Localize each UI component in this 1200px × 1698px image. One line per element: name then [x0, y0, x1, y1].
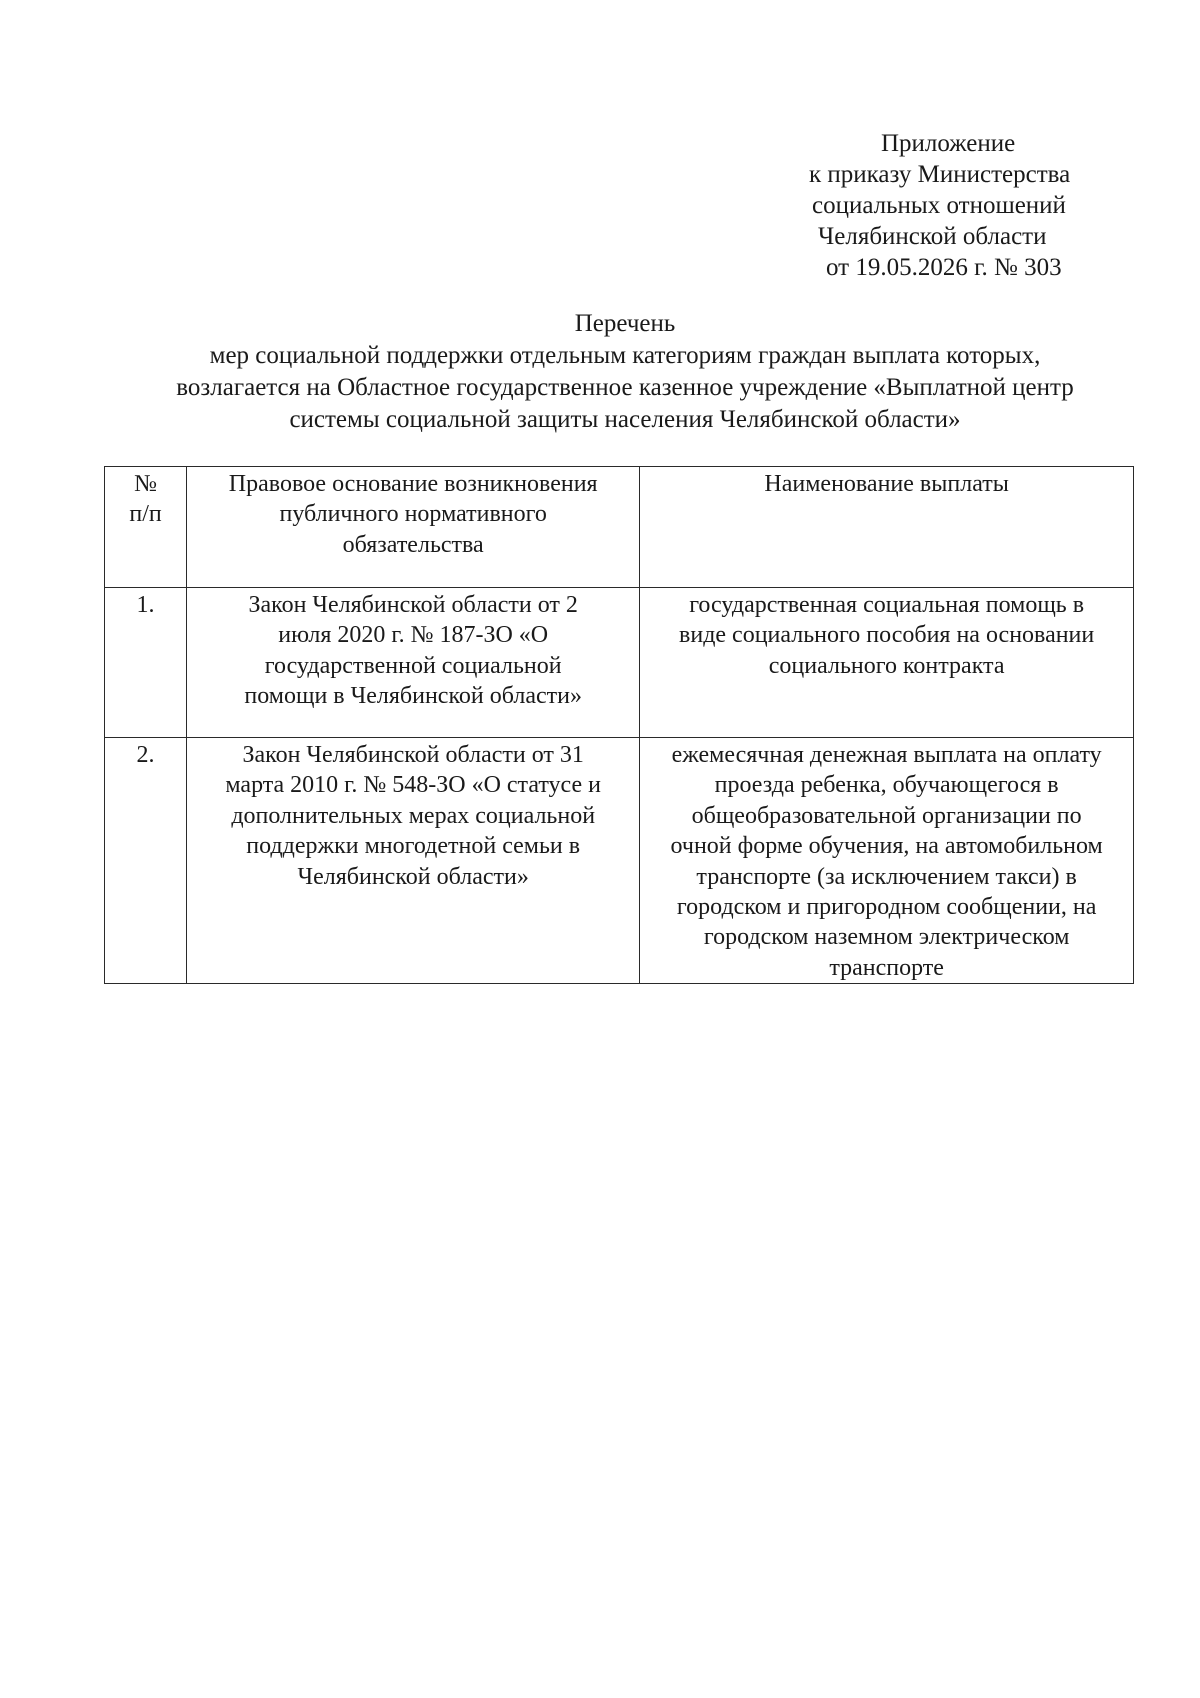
row-number-cell	[105, 738, 187, 984]
cell-text: поддержки многодетной семьи в	[246, 833, 581, 860]
table-header-row	[105, 467, 1134, 588]
cell-text: общеобразовательной организации по	[691, 802, 1082, 829]
legal-basis-cell	[187, 588, 640, 738]
appendix-date-line: от 19.05.2026 г. № 303	[826, 254, 1062, 281]
cell-text: проезда ребенка, обучающегося в	[714, 772, 1059, 799]
table-row	[105, 738, 1134, 984]
header-text: публичного нормативного	[279, 501, 547, 528]
row-number: 2.	[136, 742, 155, 768]
appendix-line: социальных отношений	[812, 192, 1066, 219]
appendix-block	[790, 128, 1110, 283]
cell-text: городском наземном электрическом	[703, 924, 1070, 951]
cell-text: виде социального пособия на основании	[679, 622, 1095, 649]
cell-text: помощи в Челябинской области»	[244, 683, 582, 710]
cell-text: городском и пригородном сообщении, на	[676, 894, 1097, 921]
cell-text: июля 2020 г. № 187-ЗО «О	[278, 622, 549, 649]
cell-text: Закон Челябинской области от 2	[248, 592, 578, 618]
document-subtitle-line: системы социальной защиты населения Челябинской области»	[289, 406, 961, 433]
legal-basis-cell	[187, 738, 640, 984]
header-text: обязательства	[342, 531, 484, 558]
table-row	[105, 588, 1134, 738]
header-text: Правовое основание возникновения	[228, 471, 598, 497]
cell-text: Челябинской области»	[297, 863, 529, 890]
appendix-line: к приказу Министерства	[809, 161, 1071, 188]
cell-text: Закон Челябинской области от 31	[242, 742, 584, 768]
appendix-line: Приложение	[881, 130, 1016, 157]
document-subtitle-line: возлагается на Областное государственное казенное учреждение «Выплатной центр	[176, 374, 1074, 401]
document-title	[110, 308, 1140, 436]
cell-text: государственной социальной	[264, 652, 562, 679]
cell-text: транспорте (за исключением такси) в	[696, 863, 1077, 890]
row-number: 1.	[136, 592, 155, 618]
cell-text: марта 2010 г. № 548-ЗО «О статусе и	[225, 772, 601, 799]
payment-name-cell	[640, 738, 1134, 984]
cell-text: транспорте	[829, 954, 944, 981]
document-subtitle-line: мер социальной поддержки отдельным категориям граждан выплата которых,	[209, 342, 1041, 369]
header-text: Наименование выплаты	[764, 471, 1009, 497]
document-heading: Перечень	[574, 310, 676, 337]
cell-text: дополнительных мерах социальной	[231, 802, 596, 829]
header-text: №	[134, 471, 157, 497]
header-cell-payment-name	[640, 467, 1134, 588]
cell-text: социального контракта	[768, 652, 1005, 679]
header-cell-number	[105, 467, 187, 588]
header-cell-legal-basis	[187, 467, 640, 588]
appendix-line: Челябинской области	[818, 223, 1047, 250]
payment-name-cell	[640, 588, 1134, 738]
measures-table	[104, 466, 1134, 984]
row-number-cell	[105, 588, 187, 738]
cell-text: очной форме обучения, на автомобильном	[670, 833, 1103, 860]
cell-text: государственная социальная помощь в	[689, 592, 1085, 618]
header-text: п/п	[129, 501, 162, 528]
cell-text: ежемесячная денежная выплата на оплату	[671, 742, 1102, 768]
